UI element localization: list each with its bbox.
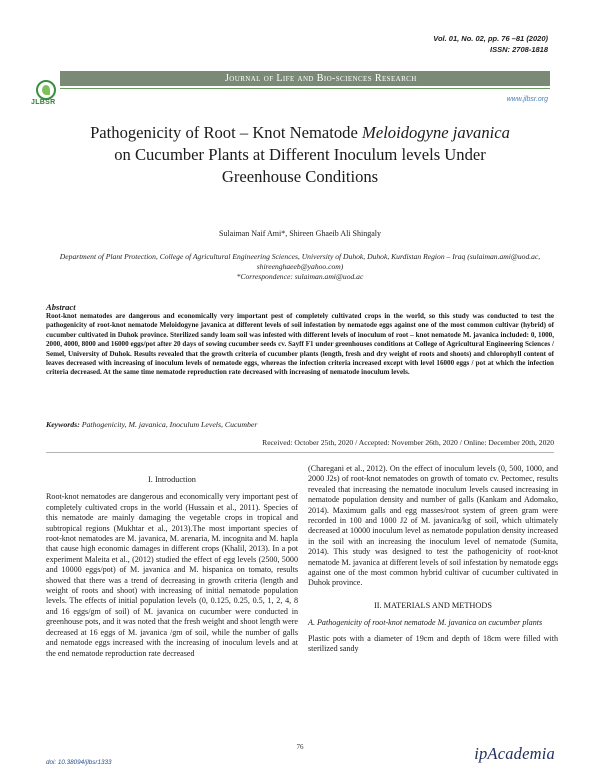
keywords-label: Keywords: xyxy=(46,420,80,429)
affiliation: Department of Plant Protection, College of Agricultural Engineering Sciences, University of Duhok, Duhok, Kurdistan Region – Iraq (sulaiman.ami@uod.ac, shireenghaeeb@yahoo.com) xyxy=(59,252,541,271)
volume-line: Vol. 01, No. 02, pp. 76 –81 (2020) xyxy=(433,34,548,43)
abstract-heading: Abstract xyxy=(46,302,76,312)
header-divider xyxy=(60,88,550,89)
correspondence: *Correspondence: sulaiman.ami@uod.ac xyxy=(236,272,364,281)
page-number: 76 xyxy=(296,743,304,751)
doi-link[interactable]: doi: 10.38094/jlbsr1333 xyxy=(46,759,112,766)
journal-name: Journal of Life and Bio-sciences Research xyxy=(225,73,417,84)
title-species: Meloidogyne javanica xyxy=(362,123,510,142)
website-link[interactable]: www.jlbsr.org xyxy=(506,96,548,103)
paper-title xyxy=(40,122,560,188)
keywords-list: Pathogenicity, M. javanica, Inoculum Levels, Cucumber xyxy=(81,420,258,429)
journal-logo-icon xyxy=(36,80,56,100)
intro-heading: I. Introduction xyxy=(148,475,196,484)
section-divider xyxy=(46,452,554,453)
authors: Sulaiman Naif Ami*, Shireen Ghaeib Ali Shingaly xyxy=(219,229,381,238)
intro-text: Root-knot nematodes are dangerous and economically very important pest of completely cultivated crops in the world (Hussain et al., 2011). Species of this nematode are mainly damaging the vegetable crops in tropical and subtropical regions (Mukhtar et al., 2013).The most important species of root-knot nematodes are M. javanica, M. arenaria, M. incognita and M. hapla that cause high economic damages in different crops (Khalil, 2013). In a pot experiment Maleita et al., (2012) studied the effect of egg levels (2500, 5000 and 10000 eggs/pot) of M. javanica and M. hispanica on tomato, results showed that there was a trend of decreasing in growth criteria (length and weight of roots and shoot) with increasing of initial nematode population levels. The effects of initial population levels (0, 0.125, 0.25, 0.5, 1, 2, 4, 8 and 16 eggs/gm of soil) of M. javanica on cucumber were conducted in greenhouse pots, and it was noted that the fresh weight and shoot length were decreased at 16 eggs of M. javanica /gm of soil, while the number of galls and nematode eggs increased with the increasing of inoculum levels and at the end nematode reproduction rate decreased xyxy=(46,492,298,658)
journal-banner xyxy=(60,71,550,86)
keywords xyxy=(46,420,257,429)
title-part2: on Cucumber Plants at Different Inoculum levels Under xyxy=(114,145,486,164)
left-column xyxy=(46,475,298,659)
intro-continued: (Charegani et al., 2012). On the effect of inoculum levels (0, 500, 1000, and 2000 J2s) of root-knot nematodes on growth of tomato cv. Pectomec, results revealed that increasing the nematode inoculum levels caused increasing in nematode population density and number of galls (Kankam and Adomako, 2014). Maximum galls and egg masses/root system of green gram were recorded in 100 and 1000 J2 of M. javanica/kg of soil, which ultimately decreased at 10000 inoculum level as nematode population density increased in the soil with an increasing the inoculum level of nematode (Sumita, 2014). This study was designed to test the pathogenicity of root-knot nematode M. javanica at different levels of soil infestation by nematode eggs against one of the most common hybrid cultivar of cucumber cultivated in Duhok province. xyxy=(308,464,558,588)
abstract-text: Root-knot nematodes are dangerous and economically very important pest of completely cultivated crops in the world, so this study was conducted to test the pathogenicity of root-knot nematode Meloidogyne javanica at different levels of soil infestation by nematode eggs against one of the most common cultivar (hybrid) of cucumber cultivated in Duhok province. Sterilized sandy loam soil was infested with different levels of inoculum of root – knot nematode M. javanica included: 0, 1000, 2000, 4000, 8000 and 16000 eggs/pot after 20 days of sowing cucumber seeds cv. Sayff F1 under greenhouses conditions at College of Agricultural Engineering Sciences / Semel, University of Duhok. Results revealed that the growth criteria of cucumber plants (length, fresh and dry weight of roots and shoots) and chlorophyll content of leaves decreased with increasing of inoculum levels of nematode eggs, whereas the infection criteria increased except with level 16000 eggs / pot at which the infection criteria decreased. At the same time nematode reproduction rate decreased with increasing of nematode inoculum levels. xyxy=(46,312,554,377)
logo-text: JLBSR xyxy=(31,99,56,106)
received-dates: Received: October 25th, 2020 / Accepted: November 26th, 2020 / Online: December 20th, 2020 xyxy=(262,438,554,447)
methods-heading: II. MATERIALS AND METHODS xyxy=(374,600,492,610)
academia-watermark: ipAcademia xyxy=(474,744,555,763)
methods-subheading: A. Pathogenicity of root-knot nematode M. javanica on cucumber plants xyxy=(308,618,543,628)
affiliation-block xyxy=(40,252,560,282)
title-part1: Pathogenicity of Root – Knot Nematode xyxy=(90,123,362,142)
issn: ISSN: 2708-1818 xyxy=(490,45,548,54)
right-column xyxy=(308,464,558,655)
methods-text: Plastic pots with a diameter of 19cm and depth of 18cm were filled with sterilized sandy xyxy=(308,633,558,654)
title-part3: Greenhouse Conditions xyxy=(221,167,379,186)
